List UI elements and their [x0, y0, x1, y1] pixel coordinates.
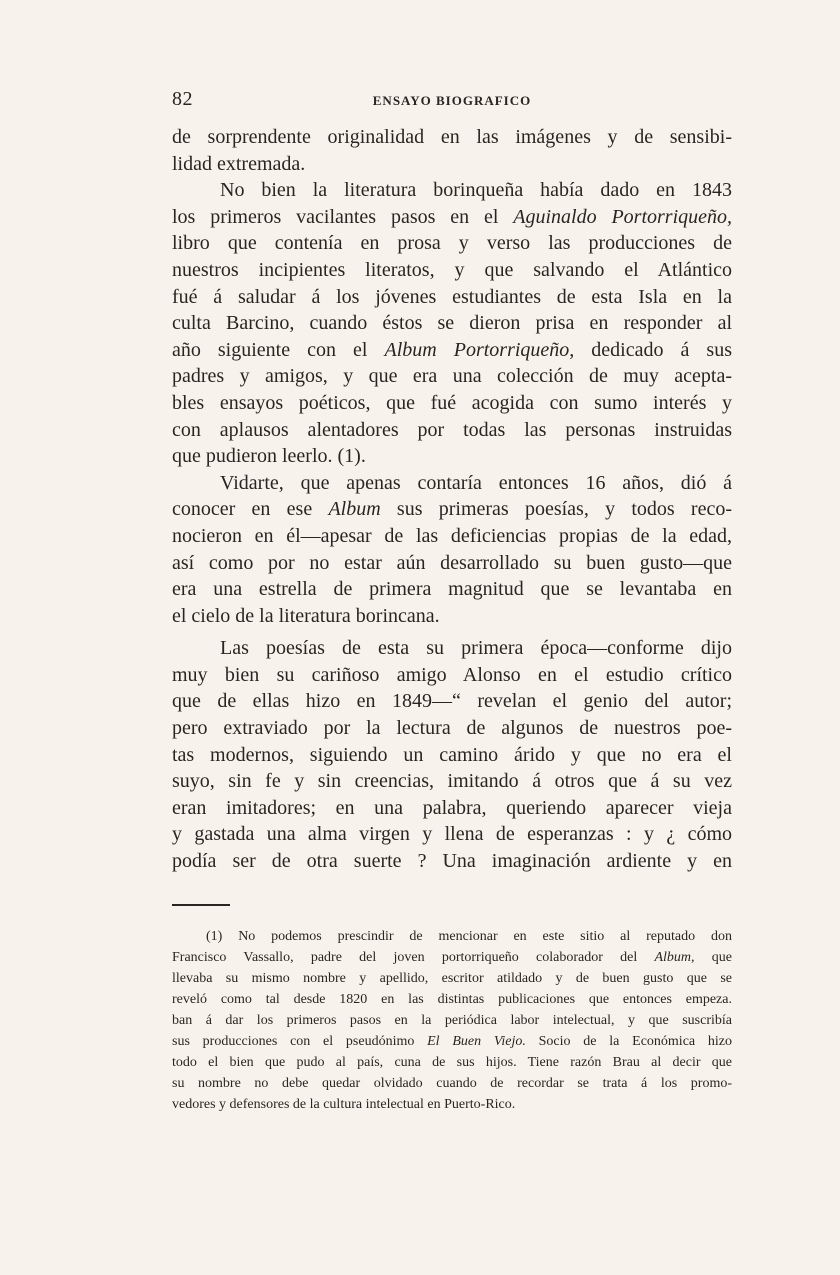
text-line: muy bien su cariñoso amigo Alonso en el estudio crítico — [172, 663, 732, 686]
footnote-line: ban á dar los primeros pasos en la periódica labor intelectual, y que suscribía — [172, 1013, 732, 1028]
footnote-line — [172, 947, 732, 968]
text-line: Vidarte, que apenas contaría entonces 16 años, dió á — [220, 471, 732, 494]
text-span: sus producciones con el pseudónimo — [172, 1034, 428, 1049]
text-span: los primeros vacilantes pasos en el — [172, 205, 514, 228]
text-span: que — [694, 950, 732, 965]
body-text — [172, 124, 732, 875]
footnote-line: todo el bien que pudo al país, cuna de sus hijos. Tiene razón Brau al decir que — [172, 1055, 732, 1070]
text-line: bles ensayos poéticos, que fué acogida con sumo interés y — [172, 391, 732, 414]
running-head: ENSAYO BIOGRAFICO — [372, 93, 532, 108]
text-line: No bien la literatura borinqueña había dado en 1843 — [220, 179, 732, 202]
text-line — [172, 204, 732, 231]
title-italic: Aguinaldo Portorriqueño, — [513, 205, 733, 228]
text-line: padres y amigos, y que era una colección de muy acepta- — [172, 365, 732, 388]
footnote-line: vedores y defensores de la cultura intelectual en Puerto-Rico. — [172, 1097, 516, 1112]
footnote-line: (1) No podemos prescindir de mencionar en este sitio al reputado don — [206, 929, 732, 944]
text-line: libro que contenía en prosa y verso las producciones de — [172, 232, 732, 255]
text-span: conocer en ese — [172, 498, 329, 521]
text-line: culta Barcino, cuando éstos se dieron prisa en responder al — [172, 312, 732, 335]
text-span: sus primeras poesías, y todos reco- — [380, 498, 732, 521]
text-line: podía ser de otra suerte ? Una imaginación ardiente y en — [172, 850, 732, 873]
footnote-line: reveló como tal desde 1820 en las distintas publicaciones que entonces empeza. — [172, 992, 732, 1007]
text-line: así como por no estar aún desarrollado su buen gusto—que — [172, 551, 732, 574]
title-italic: Album, — [654, 950, 695, 965]
footnote — [172, 926, 732, 1115]
title-italic: El Buen Viejo. — [427, 1034, 526, 1049]
text-span: Socio de la Económica hizo — [525, 1034, 732, 1049]
text-line: tas modernos, siguiendo un camino árido y que no era el — [172, 743, 732, 766]
text-line: nuestros incipientes literatos, y que salvando el Atlántico — [172, 258, 732, 281]
text-line: era una estrella de primera magnitud que se levantaba en — [172, 578, 732, 601]
text-line: fué á saludar á los jóvenes estudiantes de esta Isla en la — [172, 285, 732, 308]
text-line: pero extraviado por la lectura de algunos de nuestros poe- — [172, 717, 732, 740]
text-line: el cielo de la literatura borincana. — [172, 604, 440, 627]
text-line: lidad extremada. — [172, 152, 306, 175]
text-line: de sorprendente originalidad en las imágenes y de sensibi- — [172, 126, 732, 148]
text-line: suyo, sin fe y sin creencias, imitando á otros que á su vez — [172, 770, 732, 793]
text-line: que de ellas hizo en 1849—“ revelan el genio del autor; — [172, 690, 732, 713]
text-line: y gastada una alma virgen y llena de esperanzas : y ¿ cómo — [172, 823, 732, 846]
text-span: Francisco Vassallo, padre del joven portorriqueño colaborador del — [172, 950, 655, 965]
footnote-line: llevaba su mismo nombre y apellido, escritor atildado y de buen gusto que se — [172, 971, 732, 986]
title-italic: Album — [328, 498, 381, 521]
text-line: nocieron en él—apesar de las deficiencias propias de la edad, — [172, 524, 732, 547]
footnote-line — [172, 1031, 732, 1052]
text-line: eran imitadores; en una palabra, queriendo aparecer vieja — [172, 796, 732, 819]
footnote-rule — [172, 904, 230, 906]
text-line: que pudieron leerlo. (1). — [172, 445, 366, 468]
footnote-line: su nombre no debe quedar olvidado cuando de recordar se trata á los promo- — [172, 1076, 732, 1091]
text-span: dedicado á sus — [574, 338, 732, 361]
text-line — [172, 337, 732, 364]
page-header — [172, 88, 732, 112]
text-line — [172, 496, 732, 523]
text-line: con aplausos alentadores por todas las personas instruidas — [172, 418, 732, 441]
text-span: año siguiente con el — [172, 338, 385, 361]
page-number: 82 — [172, 88, 193, 110]
text-line: Las poesías de esta su primera época—conforme dijo — [220, 637, 732, 660]
title-italic: Album Portorriqueño, — [384, 338, 575, 361]
